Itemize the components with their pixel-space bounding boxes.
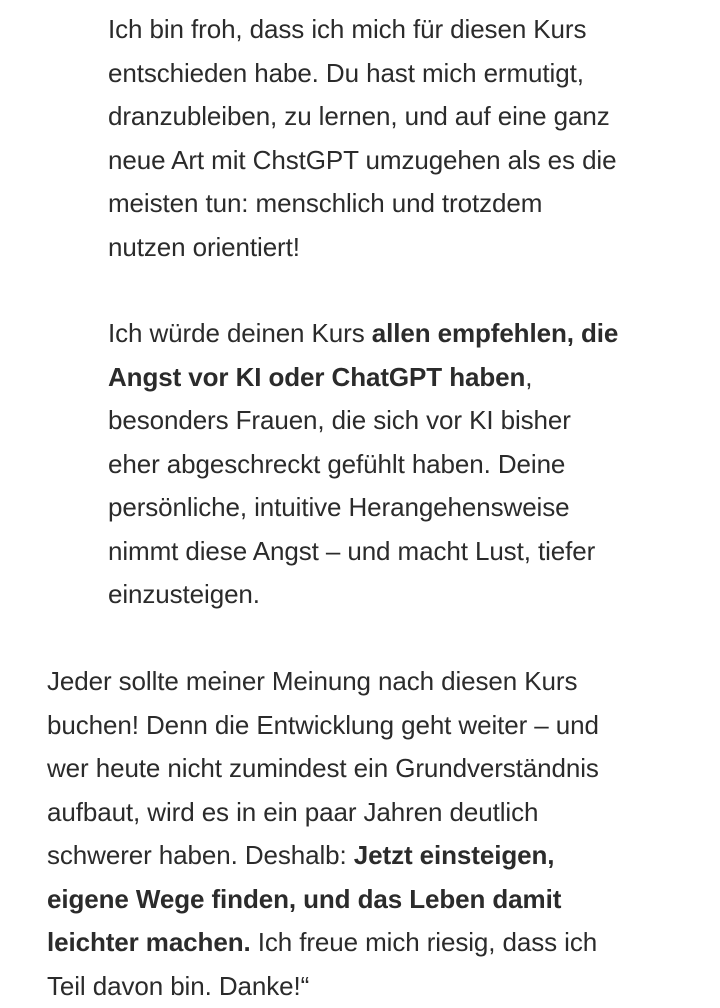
text-line xyxy=(108,139,688,183)
text-segment: schwerer haben. Deshalb: xyxy=(47,840,354,870)
closing-paragraph xyxy=(47,660,687,1008)
text-segment: besonders Frauen, die sich vor KI bisher xyxy=(108,405,571,435)
text-segment: neue Art mit ChstGPT umzugehen als es die xyxy=(108,145,616,175)
text-segment: Ich freue mich riesig, dass ich xyxy=(251,927,598,957)
text-segment: einzusteigen. xyxy=(108,579,260,609)
text-line xyxy=(47,921,687,965)
bold-text-segment: Angst vor KI oder ChatGPT haben xyxy=(108,362,525,392)
text-line xyxy=(108,573,688,617)
text-line xyxy=(108,8,688,52)
text-line xyxy=(108,182,688,226)
text-line xyxy=(47,660,687,704)
text-line xyxy=(108,399,688,443)
text-line xyxy=(108,356,688,400)
text-line xyxy=(108,486,688,530)
text-segment: entschieden habe. Du hast mich ermutigt, xyxy=(108,58,584,88)
text-segment: Jeder sollte meiner Meinung nach diesen Kurs xyxy=(47,666,577,696)
bold-text-segment: Jetzt einsteigen, xyxy=(354,840,555,870)
text-segment: nutzen orientiert! xyxy=(108,232,300,262)
text-line xyxy=(108,52,688,96)
text-line xyxy=(47,878,687,922)
text-line xyxy=(108,226,688,270)
text-line xyxy=(108,530,688,574)
text-line xyxy=(47,791,687,835)
text-segment: eher abgeschreckt gefühlt haben. Deine xyxy=(108,449,565,479)
testimonial-paragraph-2 xyxy=(108,312,688,617)
text-segment: dranzubleiben, zu lernen, und auf eine ganz xyxy=(108,101,610,131)
text-line xyxy=(108,312,688,356)
text-segment: Ich würde deinen Kurs xyxy=(108,318,372,348)
bold-text-segment: eigene Wege finden, und das Leben damit xyxy=(47,884,561,914)
text-segment: persönliche, intuitive Herangehensweise xyxy=(108,492,570,522)
bold-text-segment: leichter machen. xyxy=(47,927,251,957)
bold-text-segment: allen empfehlen, die xyxy=(372,318,619,348)
text-line xyxy=(47,834,687,878)
text-segment: wer heute nicht zumindest ein Grundverständnis xyxy=(47,753,599,783)
testimonial-paragraph-1 xyxy=(108,8,688,269)
text-segment: Teil davon bin. Danke!“ xyxy=(47,971,309,1001)
text-line xyxy=(108,95,688,139)
text-line xyxy=(47,747,687,791)
text-segment: Ich bin froh, dass ich mich für diesen Kurs xyxy=(108,14,586,44)
text-line xyxy=(47,704,687,748)
text-line xyxy=(108,443,688,487)
text-segment: aufbaut, wird es in ein paar Jahren deutlich xyxy=(47,797,538,827)
text-segment: nimmt diese Angst – und macht Lust, tiefer xyxy=(108,536,595,566)
text-segment: meisten tun: menschlich und trotzdem xyxy=(108,188,542,218)
text-segment: buchen! Denn die Entwicklung geht weiter – und xyxy=(47,710,599,740)
text-line xyxy=(47,965,687,1008)
text-segment: , xyxy=(525,362,532,392)
